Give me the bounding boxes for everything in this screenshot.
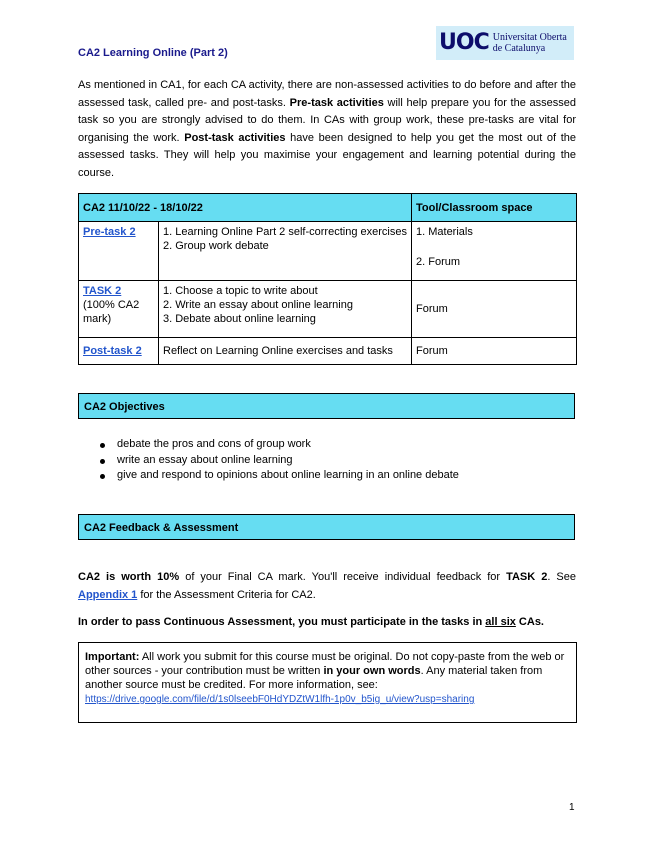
tool-line: 2. Forum xyxy=(416,256,461,268)
tool-cell xyxy=(412,222,577,281)
intro-text-1: As mentioned in CA1, for each CA activity, there are non-assessed activities to do before and after the assessed task, called pre- and post-tasks. xyxy=(78,79,576,109)
task-2-link[interactable]: TASK 2 xyxy=(83,285,122,297)
uoc-logo-line2: de Catalunya xyxy=(492,43,546,54)
pass-text: CAs. xyxy=(515,616,544,628)
feedback-worth: CA2 is worth 10% xyxy=(78,571,180,583)
uoc-logo xyxy=(436,26,574,60)
tool-line: 1. Materials xyxy=(416,226,473,238)
tool-line: Forum xyxy=(416,345,448,357)
feedback-paragraph xyxy=(78,569,576,604)
task-weight-note: (100% CA2 mark) xyxy=(83,299,140,325)
uoc-logo-text xyxy=(493,32,567,54)
feedback-text: for the Assessment Criteria for CA2. xyxy=(137,588,316,601)
feedback-text: . See xyxy=(547,571,576,583)
notice-bold: in your own words xyxy=(323,665,421,677)
notice-text: All work you submit for this course must be original. Do not copy-paste from the web or other sources - your contribution must be written xyxy=(85,651,565,677)
table-row xyxy=(79,338,577,365)
task-cell xyxy=(79,281,159,338)
activity-line: 2. Group work debate xyxy=(163,240,269,252)
tool-cell xyxy=(412,281,577,338)
tool-line: Forum xyxy=(416,303,448,315)
pass-requirement xyxy=(78,614,576,632)
task-cell xyxy=(79,222,159,281)
notice-label: Important: xyxy=(85,651,140,663)
tool-cell xyxy=(412,338,577,365)
activity-line: 1. Learning Online Part 2 self-correcting exercises xyxy=(163,226,407,238)
list-item: give and respond to opinions about online learning in an online debate xyxy=(92,468,459,484)
notice-drive-link[interactable]: https://drive.google.com/file/d/1s0lseebF0HdYDZtW1lfh-1p0v_b5ig_u/view?usp=sharing xyxy=(85,694,475,705)
table-row xyxy=(79,281,577,338)
table-row xyxy=(79,222,577,281)
task-cell xyxy=(79,338,159,365)
post-task-2-link[interactable]: Post-task 2 xyxy=(83,345,142,357)
feedback-heading: CA2 Feedback & Assessment xyxy=(78,514,575,540)
intro-text-2: will help prepare you for the assessed task so you are strongly advised to do them. In CAs with group work, these pre-tasks are vital for organising the work. xyxy=(78,96,576,144)
table-header-row xyxy=(79,194,577,222)
activity-line: Reflect on Learning Online exercises and tasks xyxy=(163,345,393,357)
pass-all-six: all six xyxy=(485,616,516,628)
activity-line: 3. Debate about online learning xyxy=(163,313,316,325)
uoc-logo-line1: Universitat Oberta xyxy=(492,32,567,43)
list-item: write an essay about online learning xyxy=(92,453,459,469)
intro-paragraph xyxy=(78,77,576,182)
appendix-1-link[interactable]: Appendix 1 xyxy=(78,588,138,601)
list-item: debate the pros and cons of group work xyxy=(92,437,459,453)
pass-text: In order to pass Continuous Assessment, you must participate in the tasks in xyxy=(78,616,486,628)
header-tool: Tool/Classroom space xyxy=(412,194,577,222)
page-title: CA2 Learning Online (Part 2) xyxy=(78,47,228,59)
notice-text: . Any material taken from another source must be credited. For more information, see: xyxy=(85,665,543,691)
objectives-heading: CA2 Objectives xyxy=(78,393,575,419)
intro-bold-post-task: Post-task activities xyxy=(184,131,286,144)
activities-cell xyxy=(159,281,412,338)
uoc-logo-mark: UOC xyxy=(439,30,489,55)
activity-line: 1. Choose a topic to write about xyxy=(163,285,318,297)
activities-cell xyxy=(159,222,412,281)
task-schedule-table xyxy=(78,193,577,365)
feedback-task: TASK 2 xyxy=(506,571,548,583)
activity-line: 2. Write an essay about online learning xyxy=(163,299,353,311)
pre-task-2-link[interactable]: Pre-task 2 xyxy=(83,226,136,238)
originality-notice xyxy=(78,642,577,723)
intro-text-3: have been designed to help you get the most out of the assessed tasks. They will help you maximise your engagement and learning potential during the course. xyxy=(78,131,577,179)
header-period: CA2 11/10/22 - 18/10/22 xyxy=(79,194,412,222)
page-number: 1 xyxy=(569,802,575,813)
feedback-text: of your Final CA mark. You'll receive individual feedback for xyxy=(179,571,507,583)
activities-cell xyxy=(159,338,412,365)
intro-bold-pre-task: Pre-task activities xyxy=(289,96,384,109)
objectives-list xyxy=(92,437,459,484)
